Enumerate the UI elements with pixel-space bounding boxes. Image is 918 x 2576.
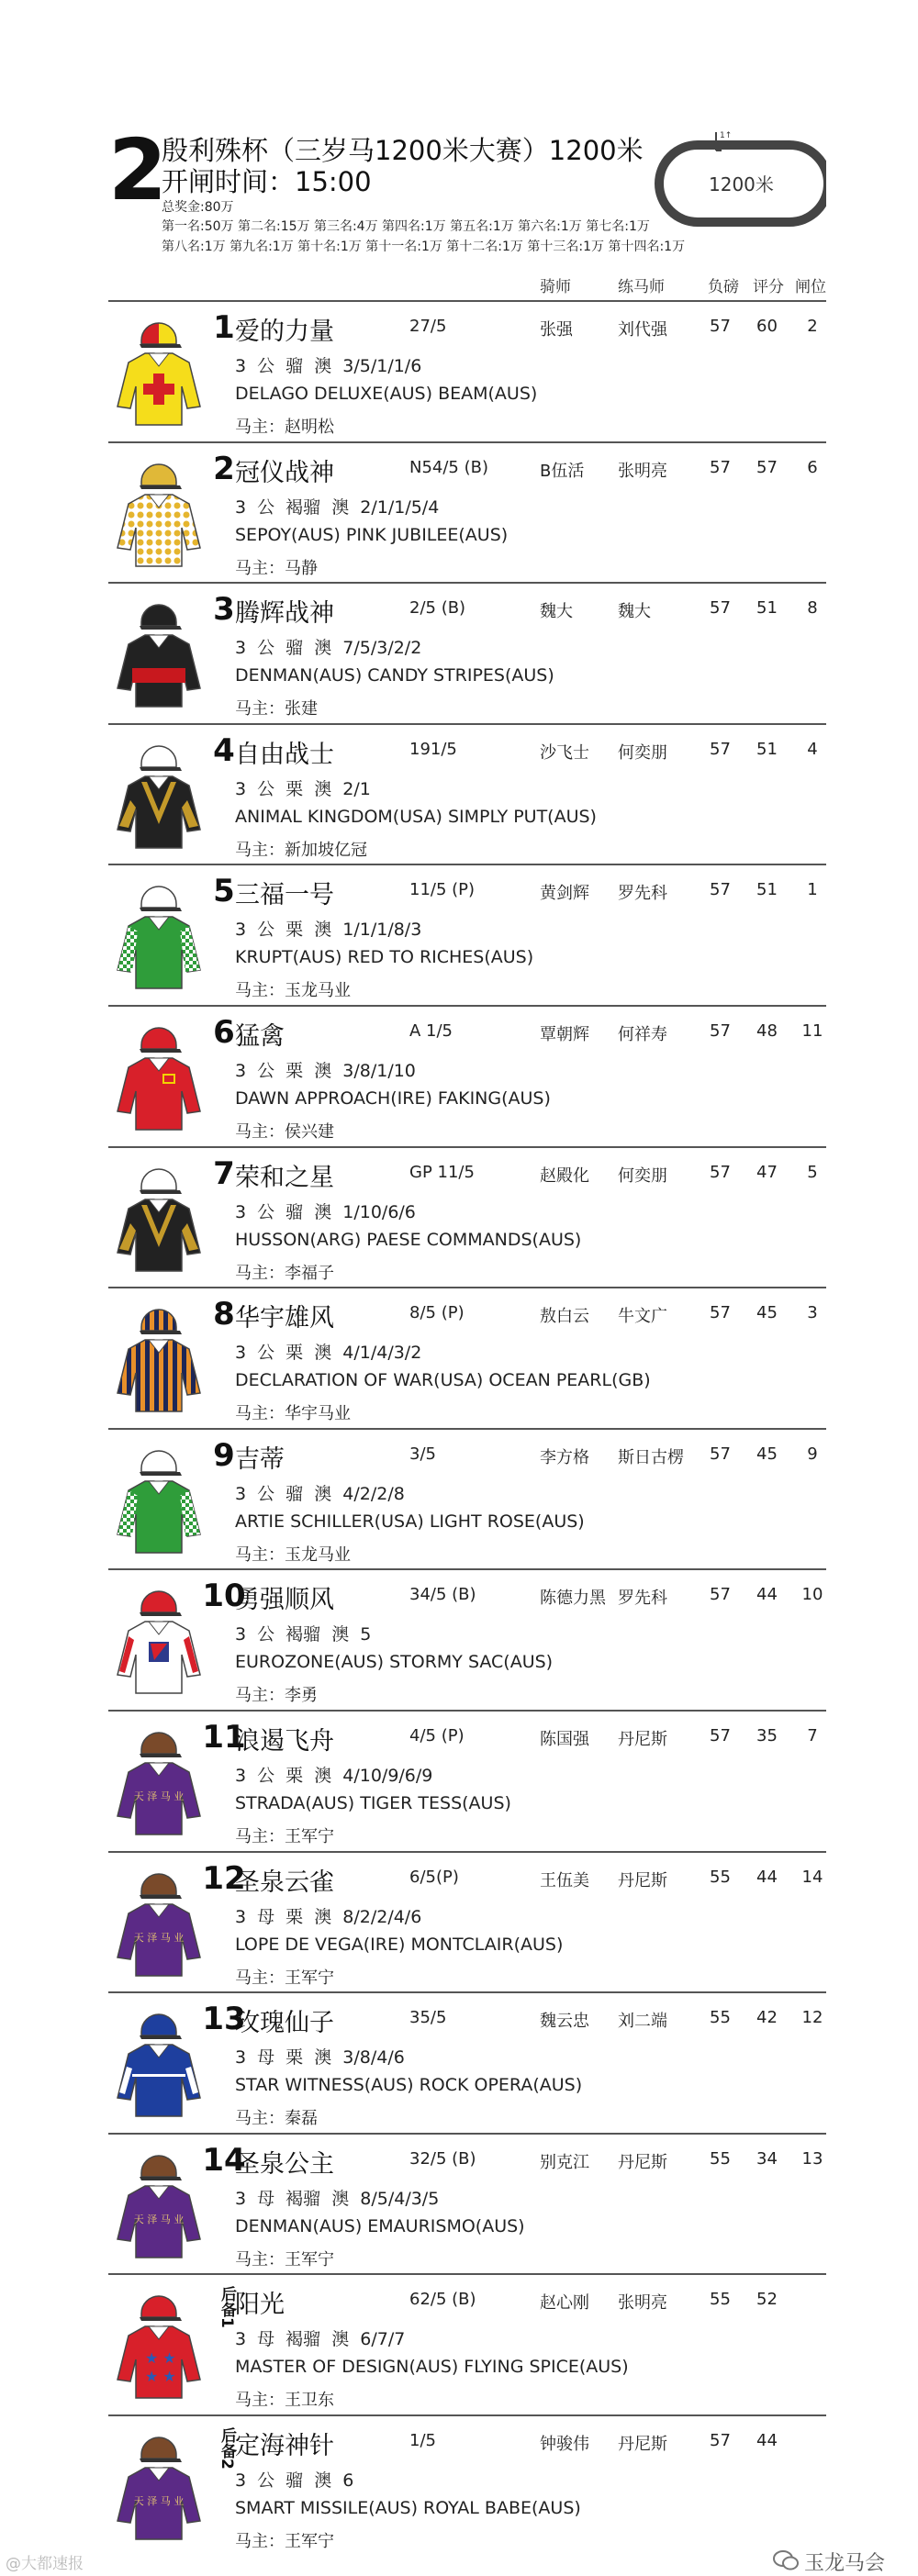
jockey-name: 赵心刚 [540,2293,589,2314]
runner-list [108,300,826,2556]
odds-form: 34/5 (B) [409,1585,476,1605]
pedigree: DENMAN(AUS) EMAURISMO(AUS) [235,2215,525,2236]
weight: 57 [710,1585,731,1605]
trainer-name: 何奕朋 [618,742,667,763]
trainer-name: 罗先科 [618,884,667,904]
odds-form: 62/5 (B) [409,2290,476,2310]
owner: 马主：王军宁 [235,1968,334,1988]
rating: 60 [756,317,778,336]
runner-row [108,1428,826,1569]
odds-form: 1/5 [409,2430,436,2450]
weight: 55 [710,2148,731,2169]
jockey-name: 沙飞士 [540,742,589,763]
horse-info: 3 公 骝 澳 7/5/3/2/2 [235,638,422,659]
jockey-name: 钟骏伟 [540,2434,589,2454]
weight: 57 [710,1303,731,1323]
weight: 57 [710,880,731,900]
horse-info: 3 公 栗 澳 3/8/1/10 [235,1060,416,1081]
jockey-silks-icon [108,2286,209,2400]
trainer-name: 刘二端 [618,2012,667,2032]
owner: 马主：李勇 [235,1686,318,1706]
jockey-name: 黄剑辉 [540,884,589,904]
draw: 2 [807,317,818,336]
saddle-number: 6 [213,1013,235,1051]
saddle-number: 14 [202,2141,246,2179]
saddle-number: 5 [213,873,235,910]
horse-name: 爱的力量 [235,318,334,346]
owner: 马主：马静 [235,558,318,578]
track-distance-label: 1200米 [709,173,774,195]
column-rating: 评分 [753,278,784,296]
jockey-silks-icon [108,1299,209,1413]
rating: 51 [756,598,778,619]
saddle-number: 10 [202,1578,246,1615]
trainer-name: 魏大 [618,602,651,622]
saddle-number: 11 [202,1718,246,1756]
draw: 12 [801,2008,823,2028]
rating: 48 [756,1020,778,1041]
saddle-number: 3 [213,591,235,629]
weight: 57 [710,2430,731,2450]
runner-row [108,300,826,441]
track-diagram [643,128,826,239]
pedigree: DENMAN(AUS) CANDY STRIPES(AUS) [235,665,554,686]
pedigree: KRUPT(AUS) RED TO RICHES(AUS) [235,947,534,968]
owner: 马主：王卫东 [235,2391,334,2411]
saddle-number: 后备1 [218,2286,236,2329]
jockey-silks-icon [108,1864,209,1978]
horse-name: 玫瑰仙子 [235,2009,334,2038]
weight: 57 [710,1020,731,1041]
weight: 55 [710,2290,731,2310]
weight: 55 [710,2008,731,2028]
jockey-name: 王伍美 [540,1870,589,1890]
odds-form: 35/5 [409,2008,447,2028]
rating: 45 [756,1444,778,1464]
rating: 51 [756,739,778,759]
svg-text:天 泽 马 业: 天 泽 马 业 [133,1790,185,1802]
rating: 47 [756,1162,778,1182]
draw: 11 [801,1020,823,1041]
runner-row [108,723,826,864]
trainer-name: 丹尼斯 [618,1729,667,1749]
jockey-silks-icon [108,736,209,850]
jockey-name: 陈德力黑 [540,1589,606,1609]
horse-name: 荣和之星 [235,1163,334,1192]
rating: 57 [756,457,778,477]
svg-text:★ ★: ★ ★ [145,2368,176,2386]
trainer-name: 何奕朋 [618,1165,667,1186]
race-number: 2 [108,121,168,219]
trainer-name: 罗先科 [618,1589,667,1609]
rating: 42 [756,2008,778,2028]
horse-name: 吉蒂 [235,1444,285,1474]
weight: 57 [710,739,731,759]
trainer-name: 斯日古楞 [618,1447,684,1467]
draw: 1 [807,880,818,900]
jockey-silks-icon [108,2427,209,2541]
race-header [0,0,918,294]
jockey-silks-icon [108,1441,209,1555]
pedigree: LOPE DE VEGA(IRE) MONTCLAIR(AUS) [235,1934,564,1955]
jockey-silks-icon [108,1723,209,1836]
horse-name: 腾辉战神 [235,599,334,629]
horse-name: 自由战士 [235,740,334,769]
runner-row [108,1710,826,1851]
jockey-name: 覃朝辉 [540,1024,589,1044]
jockey-silks-icon [108,2146,209,2259]
draw: 13 [801,2148,823,2169]
rating: 45 [756,1303,778,1323]
race-title: 殷利殊杯（三岁马1200米大赛）1200米 [162,135,644,166]
column-weight: 负磅 [708,278,739,296]
horse-name: 冠仪战神 [235,458,334,487]
watermark-left: @大都速报 [6,2555,84,2573]
pedigree: STRADA(AUS) TIGER TESS(AUS) [235,1792,511,1813]
draw: 7 [807,1725,818,1745]
wechat-icon [773,2549,799,2571]
horse-info: 3 母 褐骝 澳 8/5/4/3/5 [235,2188,440,2209]
saddle-number: 2 [213,450,235,487]
horse-info: 3 母 褐骝 澳 6/7/7 [235,2329,406,2350]
weight: 57 [710,1725,731,1745]
jockey-name: 敖白云 [540,1307,589,1327]
rating: 34 [756,2148,778,2169]
runner-row [108,864,826,1005]
trainer-name: 张明亮 [618,2293,667,2314]
rating: 35 [756,1725,778,1745]
jockey-silks-icon [108,876,209,990]
pedigree: SEPOY(AUS) PINK JUBILEE(AUS) [235,524,509,545]
jockey-silks-icon [108,1018,209,1132]
rating: 52 [756,2290,778,2310]
draw: 6 [807,457,818,477]
runner-row [108,1991,826,2133]
weight: 57 [710,1444,731,1464]
jockey-name: 陈国强 [540,1729,589,1749]
watermark-right: 玉龙马会 [804,2552,886,2575]
race-start-time: 开闸时间：15:00 [162,166,372,197]
draw: 10 [801,1585,823,1605]
rating: 44 [756,2430,778,2450]
rating: 44 [756,1585,778,1605]
trainer-name: 何祥寿 [618,1024,667,1044]
trainer-name: 丹尼斯 [618,2434,667,2454]
odds-form: A 1/5 [409,1020,453,1041]
odds-form: 191/5 [409,739,457,759]
horse-info: 3 公 骝 澳 3/5/1/1/6 [235,356,422,376]
saddle-number: 8 [213,1296,235,1333]
weight: 57 [710,1162,731,1182]
jockey-name: B伍活 [540,461,585,481]
jockey-name: 赵殿化 [540,1165,589,1186]
rating: 51 [756,880,778,900]
jockey-silks-icon [108,313,209,427]
owner: 马主：玉龙马业 [235,981,351,1001]
horse-name: 圣泉云雀 [235,1868,334,1897]
saddle-number: 7 [213,1154,235,1192]
runner-row [108,2414,826,2556]
saddle-number: 1 [213,309,235,346]
weight: 57 [710,457,731,477]
horse-name: 阳光 [235,2291,285,2320]
runner-row [108,2133,826,2274]
odds-form: 6/5(P) [409,1867,459,1887]
horse-info: 3 公 骝 澳 6 [235,2470,354,2491]
horse-info: 3 母 栗 澳 8/2/2/4/6 [235,1906,422,1927]
pedigree: ARTIE SCHILLER(USA) LIGHT ROSE(AUS) [235,1511,585,1532]
saddle-number: 9 [213,1436,235,1474]
pedigree: DECLARATION OF WAR(USA) OCEAN PEARL(GB) [235,1370,651,1391]
trainer-name: 牛文广 [618,1307,667,1327]
odds-form: 3/5 [409,1444,436,1464]
svg-text:天 泽 马 业: 天 泽 马 业 [133,2213,185,2225]
column-jockey: 骑师 [540,278,571,296]
svg-text:★ ★: ★ ★ [145,2349,176,2368]
pedigree: ANIMAL KINGDOM(USA) SIMPLY PUT(AUS) [235,806,597,827]
horse-info: 3 公 骝 澳 4/2/2/8 [235,1483,405,1504]
svg-text:天 泽 马 业: 天 泽 马 业 [133,2494,185,2507]
odds-form: 32/5 (B) [409,2148,476,2169]
runner-row [108,1851,826,1992]
draw: 3 [807,1303,818,1323]
jockey-name: 李方格 [540,1447,589,1467]
saddle-number: 13 [202,2001,246,2038]
owner: 马主：王军宁 [235,2531,334,2551]
pedigree: HUSSON(ARG) PAESE COMMANDS(AUS) [235,1229,582,1250]
horse-name: 圣泉公主 [235,2149,334,2179]
odds-form: 2/5 (B) [409,598,466,619]
draw: 4 [807,739,818,759]
horse-info: 3 公 栗 澳 1/1/1/8/3 [235,920,422,941]
prize-breakdown-1: 第一名:50万 第二名:15万 第三名:4万 第四名:1万 第五名:1万 第六名:1万 第七名:1万 [162,219,650,234]
pedigree: DAWN APPROACH(IRE) FAKING(AUS) [235,1087,551,1109]
runner-row [108,2273,826,2414]
trainer-name: 张明亮 [618,461,667,481]
horse-name: 勇强顺风 [235,1586,334,1615]
runner-row [108,582,826,723]
owner: 马主：华宇马业 [235,1404,351,1424]
jockey-silks-icon [108,595,209,708]
owner: 马主：李福子 [235,1263,334,1283]
saddle-number: 后备2 [218,2426,236,2470]
weight: 55 [710,1867,731,1887]
odds-form: N54/5 (B) [409,457,489,477]
weight: 57 [710,598,731,619]
horse-name: 三福一号 [235,881,334,910]
jockey-silks-icon [108,2004,209,2118]
owner: 马主：王军宁 [235,2249,334,2269]
owner: 马主：侯兴建 [235,1121,334,1142]
draw: 9 [807,1444,818,1464]
owner: 马主：王军宁 [235,1826,334,1846]
owner: 马主：秦磊 [235,2109,318,2129]
runner-row [108,1287,826,1428]
odds-form: 8/5 (P) [409,1303,465,1323]
jockey-name: 别克江 [540,2152,589,2172]
draw: 5 [807,1162,818,1182]
runner-row [108,441,826,583]
column-draw: 闸位 [795,278,826,296]
odds-form: 27/5 [409,317,447,336]
jockey-name: 魏大 [540,602,573,622]
saddle-number: 4 [213,731,235,769]
trainer-name: 丹尼斯 [618,1870,667,1890]
pedigree: EUROZONE(AUS) STORMY SAC(AUS) [235,1652,554,1673]
horse-info: 3 公 褐骝 澳 5 [235,1624,372,1645]
horse-name: 猛禽 [235,1021,285,1051]
horse-info: 3 公 栗 澳 4/10/9/6/9 [235,1765,433,1786]
runner-row [108,1005,826,1146]
total-prize: 总奖金:80万 [162,200,234,215]
jockey-silks-icon [108,1581,209,1695]
jockey-silks-icon [108,1159,209,1273]
horse-name: 华宇雄风 [235,1304,334,1333]
owner: 马主：新加坡亿冠 [235,840,367,860]
horse-info: 3 母 栗 澳 3/8/4/6 [235,2047,405,2069]
trainer-name: 丹尼斯 [618,2152,667,2172]
pedigree: MASTER OF DESIGN(AUS) FLYING SPICE(AUS) [235,2357,629,2378]
odds-form: 4/5 (P) [409,1725,465,1745]
horse-info: 3 公 褐骝 澳 2/1/1/5/4 [235,496,440,518]
prize-breakdown-2: 第八名:1万 第九名:1万 第十名:1万 第十一名:1万 第十二名:1万 第十三名:1万 第十四名:1万 [162,240,686,254]
draw: 8 [807,598,818,619]
horse-info: 3 公 骝 澳 1/10/6/6 [235,1201,416,1222]
owner: 马主：玉龙马业 [235,1544,351,1565]
pedigree: DELAGO DELUXE(AUS) BEAM(AUS) [235,384,538,404]
runner-row [108,1568,826,1710]
saddle-number: 12 [202,1859,246,1897]
svg-text:天 泽 马 业: 天 泽 马 业 [133,1931,185,1944]
column-trainer: 练马师 [618,278,665,296]
horse-info: 3 公 栗 澳 4/1/4/3/2 [235,1343,422,1364]
runner-row [108,1146,826,1288]
jockey-name: 张强 [540,320,573,340]
jockey-silks-icon [108,454,209,568]
rating: 44 [756,1867,778,1887]
horse-name: 定海神针 [235,2431,334,2460]
pedigree: SMART MISSILE(AUS) ROYAL BABE(AUS) [235,2497,581,2518]
owner: 马主：赵明松 [235,418,334,437]
weight: 57 [710,317,731,336]
pedigree: STAR WITNESS(AUS) ROCK OPERA(AUS) [235,2075,583,2096]
horse-name: 浪遏飞舟 [235,1726,334,1756]
track-marker: 1↑ [720,131,733,140]
draw: 14 [801,1867,823,1887]
odds-form: GP 11/5 [409,1162,475,1182]
jockey-name: 魏云忠 [540,2012,589,2032]
horse-info: 3 公 栗 澳 2/1 [235,778,371,799]
owner: 马主：张建 [235,699,318,719]
odds-form: 11/5 (P) [409,880,476,900]
trainer-name: 刘代强 [618,320,667,340]
